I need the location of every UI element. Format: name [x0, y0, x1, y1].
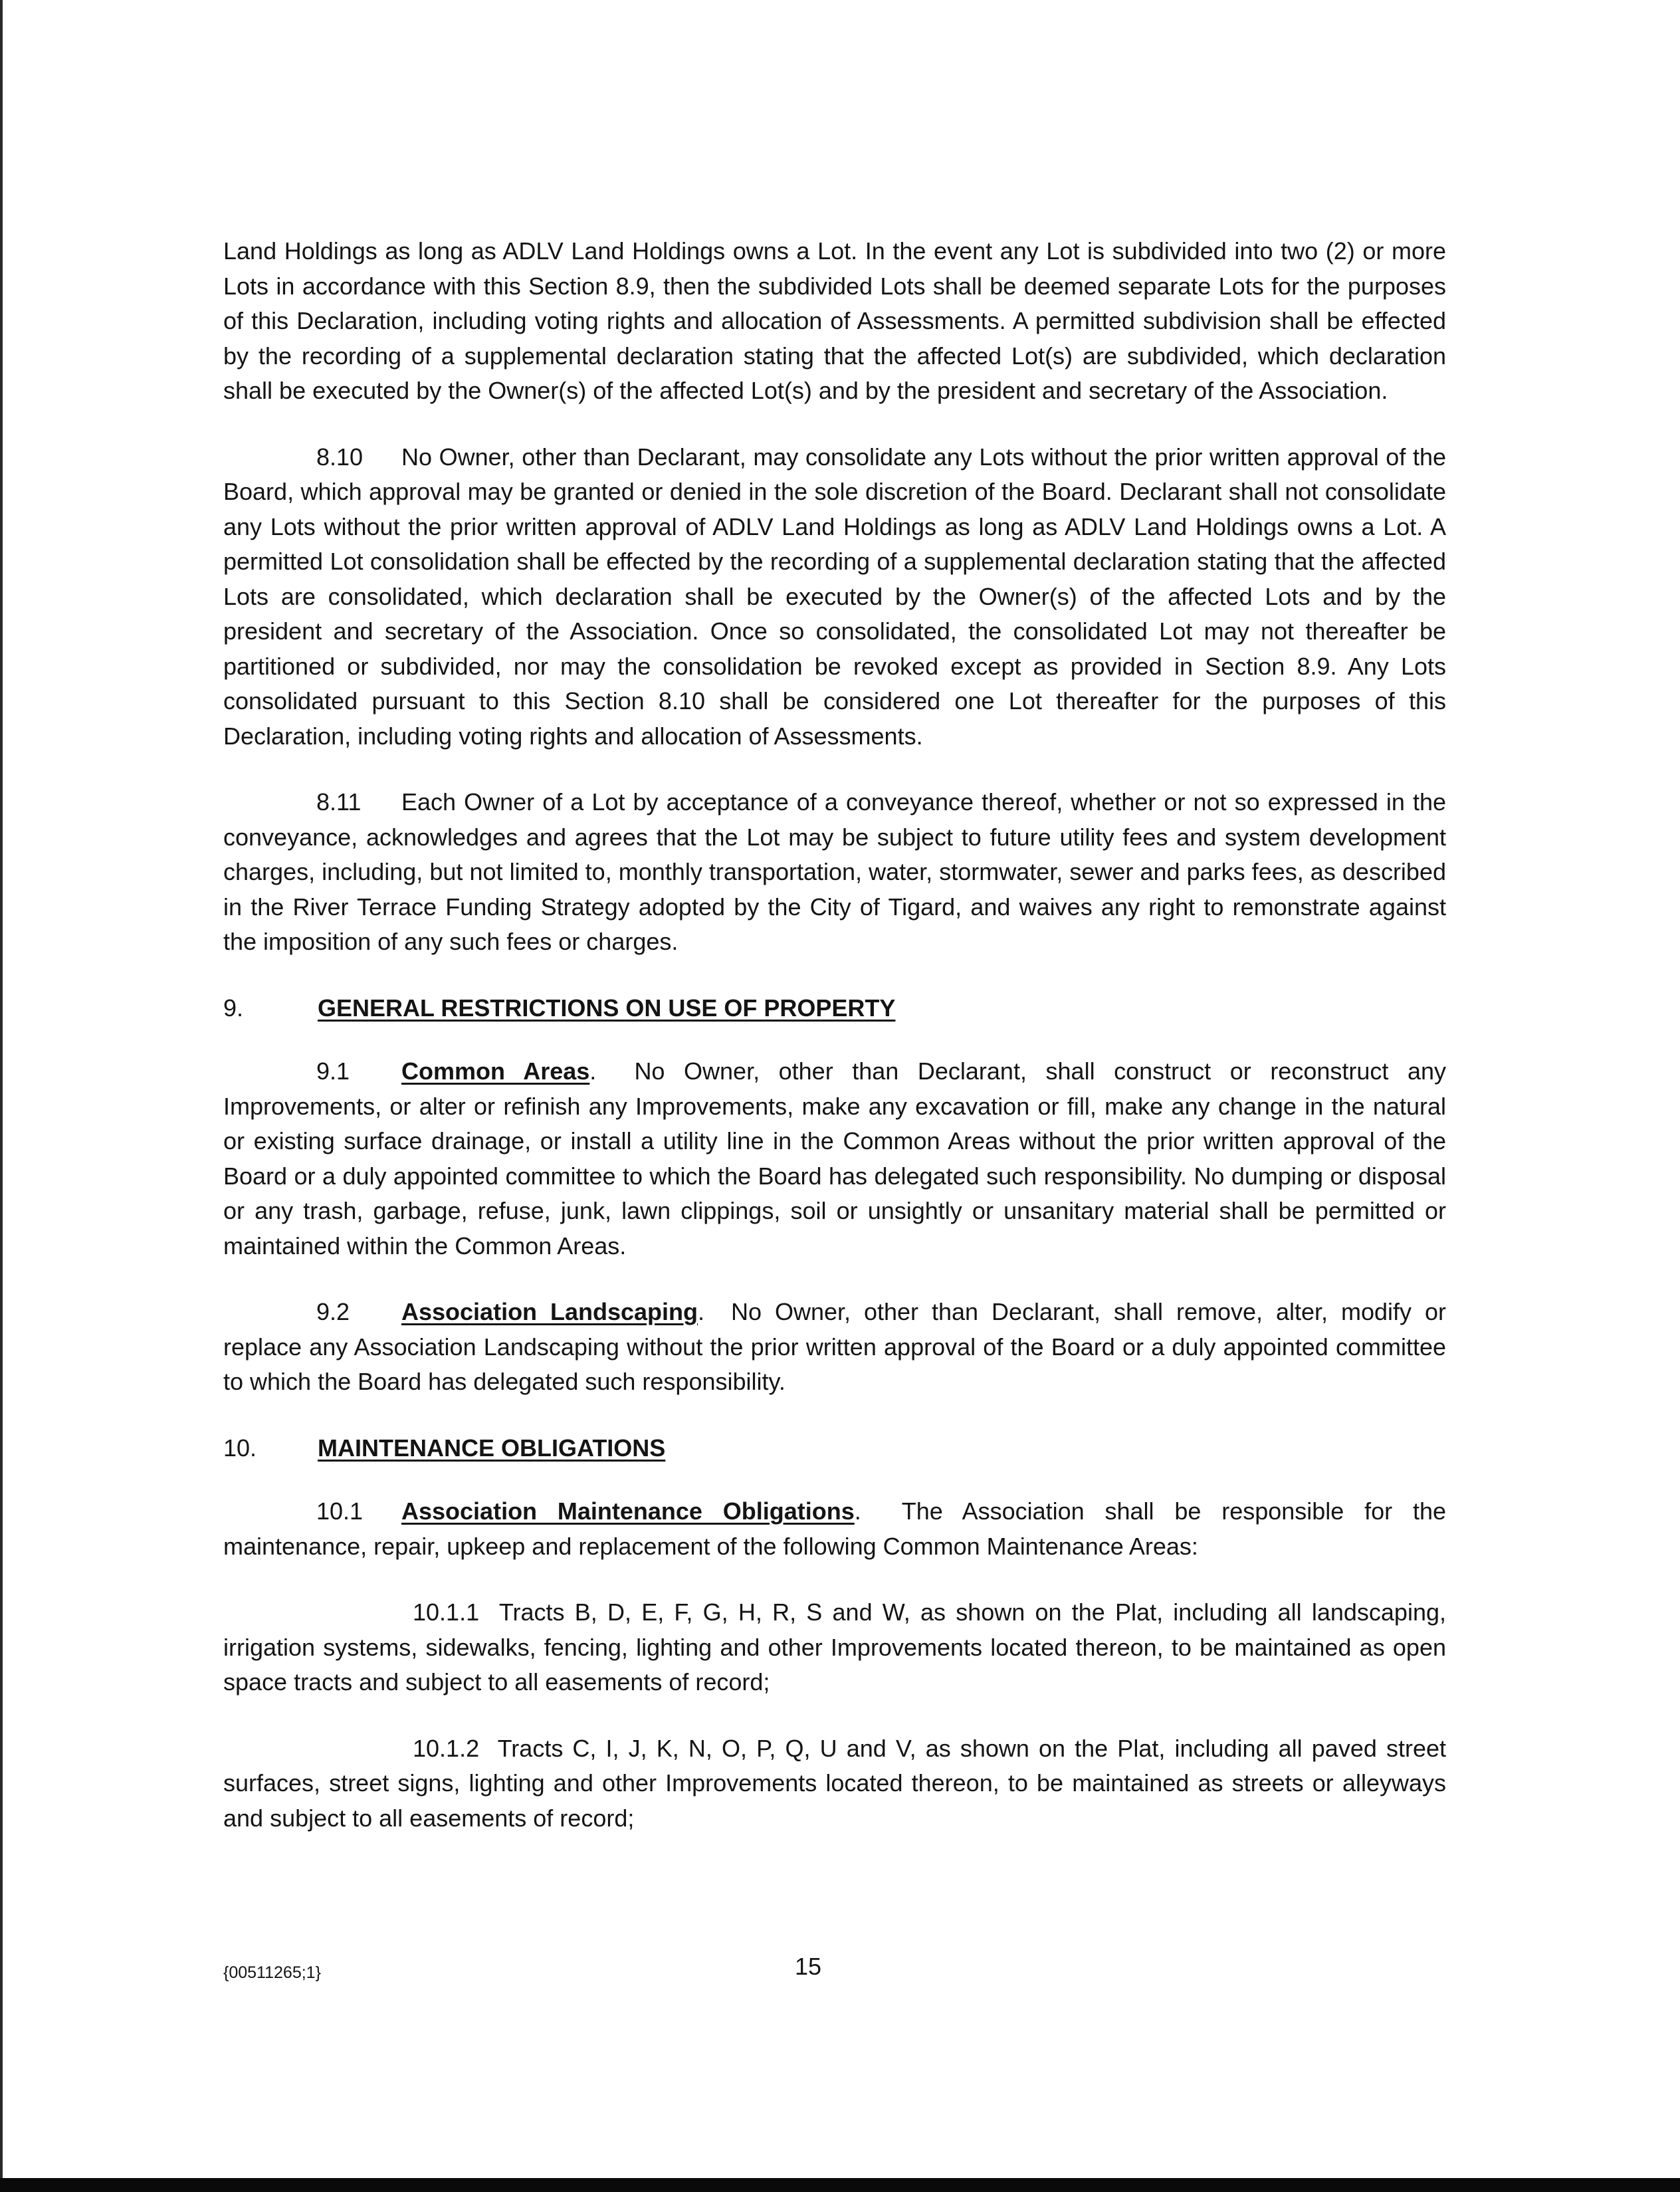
section-number: 9.1 — [316, 1057, 350, 1085]
scan-left-edge — [0, 0, 3, 2192]
section-9-1: 9.1 Common Areas. No Owner, other than Declarant, shall construct or reconstruct any Improvements, or alter or refinish any Improvements, make any excavation or fill, make any change in the natural or existing surface drainage, or install a utility line in the Common Areas without the prior written approval of the Board or a duly appointed committee to which the Board has delegated such responsibility. No dumping or disposal or any trash, garbage, refuse, junk, lawn clippings, soil or unsightly or unsanitary material shall be permitted or maintained within the Common Areas. — [223, 1054, 1446, 1263]
section-number: 10.1.2 — [413, 1734, 480, 1762]
section-8-10 — [223, 440, 1446, 754]
section-text: Each Owner of a Lot by acceptance of a conveyance thereof, whether or not so expressed in the conveyance, acknowledges and agrees that the Lot may be subject to future utility fees and system development charges, including, but not limited to, monthly transportation, water, stormwater, sewer and parks fees, as described in the River Terrace Funding Strategy adopted by the City of Tigard, and waives any right to remonstrate against the imposition of any such fees or charges. — [223, 788, 1446, 955]
heading-number: 9. — [223, 994, 244, 1022]
page-number: 15 — [794, 1953, 822, 1980]
section-number: 10.1.1 — [413, 1598, 480, 1626]
paragraph-subdivision — [223, 234, 1446, 409]
heading-title: GENERAL RESTRICTIONS ON USE OF PROPERTY — [318, 994, 896, 1022]
section-text: No Owner, other than Declarant, shall construct or reconstruct any Improvements, or alter or refinish any Improvements, make any excavation or fill, make any change in the natural or existing surface drainage, or install a utility line in the Common Areas without the prior written approval of the Board or a duly appointed committee to which the Board has delegated such responsibility. No dumping or disposal or any trash, garbage, refuse, junk, lawn clippings, soil or unsightly or unsanitary material shall be permitted or maintained within the Common Areas. — [223, 1057, 1446, 1260]
section-number: 8.11 — [316, 788, 362, 816]
subsection-title: Association Landscaping — [401, 1298, 698, 1325]
section-text: No Owner, other than Declarant, shall remove, alter, modify or replace any Association Landscaping without the prior written approval of the Board or a duly appointed committee to which the Board has delegated such responsibility. — [223, 1298, 1447, 1395]
subsection-title: Common Areas — [401, 1057, 590, 1085]
section-text: Tracts C, I, J, K, N, O, P, Q, U and V, as shown on the Plat, including all paved street surfaces, street signs, lighting and other Improvements located thereon, to be maintained as streets or alleyways and subject to all easements of record; — [223, 1734, 1446, 1832]
section-10-1-2 — [223, 1731, 1446, 1836]
section-number: 8.10 — [316, 443, 364, 471]
section-text: The Association shall be responsible for the maintenance, repair, upkeep and replacement of the following Common Maintenance Areas: — [223, 1497, 1446, 1560]
section-text: No Owner, other than Declarant, may consolidate any Lots without the prior written approval of the Board, which approval may be granted or denied in the sole discretion of the Board. Declarant shall not consolidate any Lots without the prior written approval of ADLV Land Holdings as long as ADLV Land Holdings owns a Lot. A permitted Lot consolidation shall be effected by the recording of a supplemental declaration stating that the affected Lots are consolidated, which declaration shall be executed by the Owner(s) of the affected Lots and by the president and secretary of the Association. Once so consolidated, the consolidated Lot may not thereafter be partitioned or subdivided, nor may the consolidation be revoked except as provided in Section 8.9. Any Lots consolidated pursuant to this Section 8.10 shall be considered one Lot thereafter for the purposes of this Declaration, including voting rights and allocation of Assessments. — [223, 443, 1446, 750]
section-10-1: 10.1 Association Maintenance Obligations. The Association shall be responsible for the maintenance, repair, upkeep and replacement of the following Common Maintenance Areas: — [223, 1494, 1446, 1564]
paragraph-text: Land Holdings as long as ADLV Land Holdings owns a Lot. In the event any Lot is subdivided into two (2) or more Lots in accordance with this Section 8.9, then the subdivided Lots shall be deemed separate Lots for the purposes of this Declaration, including voting rights and allocation of Assessments. A permitted subdivision shall be effected by the recording of a supplemental declaration stating that the affected Lot(s) are subdivided, which declaration shall be executed by the Owner(s) of the affected Lot(s) and by the president and secretary of the Association. — [223, 237, 1446, 404]
document-page — [223, 234, 1446, 1866]
section-10-1-1 — [223, 1595, 1446, 1700]
heading-title: MAINTENANCE OBLIGATIONS — [318, 1434, 666, 1462]
section-8-11 — [223, 785, 1446, 960]
section-number: 10.1 — [316, 1497, 364, 1525]
section-9-2: 9.2 Association Landscaping. No Owner, other than Declarant, shall remove, alter, modify or replace any Association Landscaping without the prior written approval of the Board or a duly appointed committee to which the Board has delegated such responsibility. — [223, 1295, 1446, 1400]
scan-bottom-edge — [0, 2178, 1680, 2192]
section-9-heading — [223, 991, 1446, 1026]
section-10-heading — [223, 1431, 1446, 1466]
section-number: 9.2 — [316, 1298, 350, 1325]
section-text: Tracts B, D, E, F, G, H, R, S and W, as shown on the Plat, including all landscaping, irrigation systems, sidewalks, fencing, lighting and other Improvements located thereon, to be maintained as open space tracts and subject to all easements of record; — [223, 1598, 1446, 1696]
document-id: {00511265;1} — [223, 1963, 321, 1982]
subsection-title: Association Maintenance Obligations — [401, 1497, 855, 1525]
heading-number: 10. — [223, 1434, 257, 1462]
page-footer — [223, 1953, 1446, 1993]
